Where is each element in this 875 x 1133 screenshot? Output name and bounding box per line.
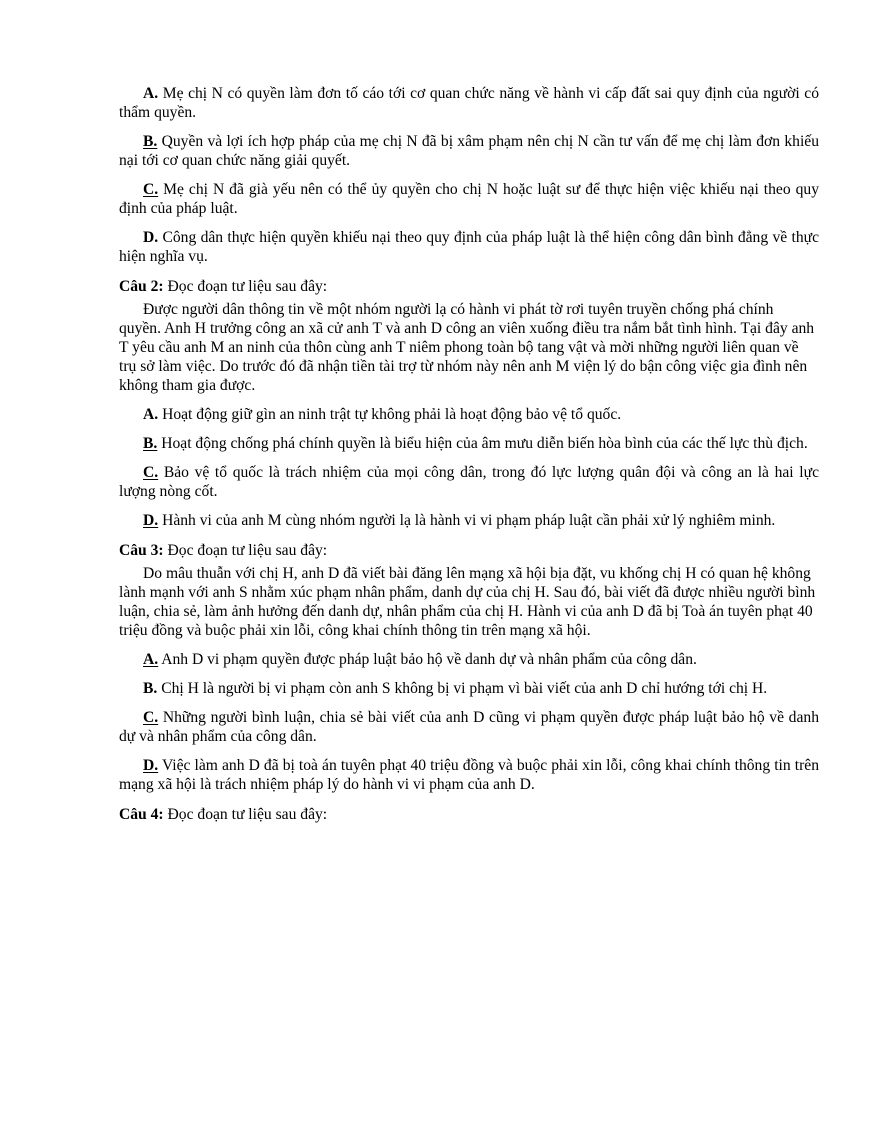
- q2-option-b: [119, 434, 819, 453]
- question-2-passage: Được người dân thông tin về một nhóm người lạ có hành vi phát tờ rơi tuyên truyền chống phá chính quyền. Anh H trưởng công an xã cử anh T và anh D công an viên xuống điều tra nắm bắt tình hình. Tại đây anh T yêu cầu anh M an ninh của thôn cùng anh T niêm phong toàn bộ tang vật và mời những người liên quan về trụ sở làm việc. Do trước đó đã nhận tiền tài trợ từ nhóm này nên anh M viện lý do bận công việc gia đình nên không tham gia được.: [119, 301, 815, 394]
- question-label: Câu 2:: [119, 278, 164, 295]
- option-letter: B.: [143, 435, 158, 452]
- question-2-heading: [119, 277, 819, 296]
- option-text: Việc làm anh D đã bị toà án tuyên phạt 40 triệu đồng và buộc phải xin lỗi, công khai chính thông tin trên mạng xã hội là trách nhiệm pháp lý do hành vi vi phạm của anh D.: [119, 757, 819, 793]
- option-letter: D.: [143, 512, 159, 529]
- q1-option-c: [119, 180, 819, 218]
- question-prompt: Đọc đoạn tư liệu sau đây:: [167, 278, 328, 295]
- option-letter: C.: [143, 709, 159, 726]
- question-prompt: Đọc đoạn tư liệu sau đây:: [167, 542, 328, 559]
- option-letter: A.: [143, 651, 159, 668]
- q2-option-c: [119, 463, 819, 501]
- question-prompt: Đọc đoạn tư liệu sau đây:: [167, 806, 328, 823]
- option-letter: C.: [143, 464, 159, 481]
- option-letter: C.: [143, 181, 159, 198]
- q1-option-a: [119, 84, 819, 122]
- q2-option-d: [119, 511, 819, 530]
- question-4-heading: [119, 805, 819, 824]
- option-text: Quyền và lợi ích hợp pháp của mẹ chị N đã bị xâm phạm nên chị N cần tư vấn để mẹ chị làm đơn khiếu nại tới cơ quan chức năng giải quyết.: [119, 133, 819, 169]
- option-letter: D.: [143, 757, 159, 774]
- option-text: Công dân thực hiện quyền khiếu nại theo quy định của pháp luật là thể hiện công dân bình đẳng về thực hiện nghĩa vụ.: [119, 229, 819, 265]
- q3-option-a: [119, 650, 819, 669]
- option-text: Hoạt động giữ gìn an ninh trật tự không phải là hoạt động bảo vệ tổ quốc.: [162, 406, 622, 423]
- question-label: Câu 3:: [119, 542, 164, 559]
- question-3-passage: Do mâu thuẫn với chị H, anh D đã viết bài đăng lên mạng xã hội bịa đặt, vu khống chị H có quan hệ không lành mạnh với anh S nhằm xúc phạm nhân phẩm, danh dự của chị H. Sau đó, bài viết đã được nhiều người bình luận, chia sẻ, làm ảnh hưởng đến danh dự, nhân phẩm của chị H. Hành vi của anh D đã bị Toà án tuyên phạt 40 triệu đồng và buộc phải xin lỗi, công khai chính thông tin trên mạng xã hội.: [119, 565, 816, 639]
- q1-option-d: [119, 228, 819, 266]
- document-page: [119, 84, 819, 828]
- option-text: Mẹ chị N có quyền làm đơn tố cáo tới cơ quan chức năng về hành vi cấp đất sai quy định của người có thẩm quyền.: [119, 85, 819, 121]
- q2-option-a: [119, 405, 819, 424]
- q3-option-d: [119, 756, 819, 794]
- option-letter: B.: [143, 133, 158, 150]
- q1-option-b: [119, 132, 819, 170]
- option-letter: A.: [143, 85, 159, 102]
- option-text: Mẹ chị N đã già yếu nên có thể ủy quyền cho chị N hoặc luật sư để thực hiện việc khiếu nại theo quy định của pháp luật.: [119, 181, 819, 217]
- option-letter: A.: [143, 406, 159, 423]
- q3-option-b: [119, 679, 819, 698]
- option-letter: B.: [143, 680, 158, 697]
- option-letter: D.: [143, 229, 159, 246]
- q3-option-c: [119, 708, 819, 746]
- option-text: Chị H là người bị vi phạm còn anh S không bị vi phạm vì bài viết của anh D chỉ hướng tới chị H.: [161, 680, 768, 697]
- question-3-heading: [119, 541, 819, 560]
- option-text: Anh D vi phạm quyền được pháp luật bảo hộ về danh dự và nhân phẩm của công dân.: [161, 651, 697, 668]
- question-label: Câu 4:: [119, 806, 164, 823]
- option-text: Hoạt động chống phá chính quyền là biểu hiện của âm mưu diễn biến hòa bình của các thế lực thù địch.: [161, 435, 808, 452]
- option-text: Bảo vệ tổ quốc là trách nhiệm của mọi công dân, trong đó lực lượng quân đội và công an là hai lực lượng nòng cốt.: [119, 464, 819, 500]
- option-text: Những người bình luận, chia sẻ bài viết của anh D cũng vi phạm quyền được pháp luật bảo hộ về danh dự và nhân phẩm của công dân.: [119, 709, 819, 745]
- option-text: Hành vi của anh M cùng nhóm người lạ là hành vi vi phạm pháp luật cần phải xử lý nghiêm minh.: [162, 512, 776, 529]
